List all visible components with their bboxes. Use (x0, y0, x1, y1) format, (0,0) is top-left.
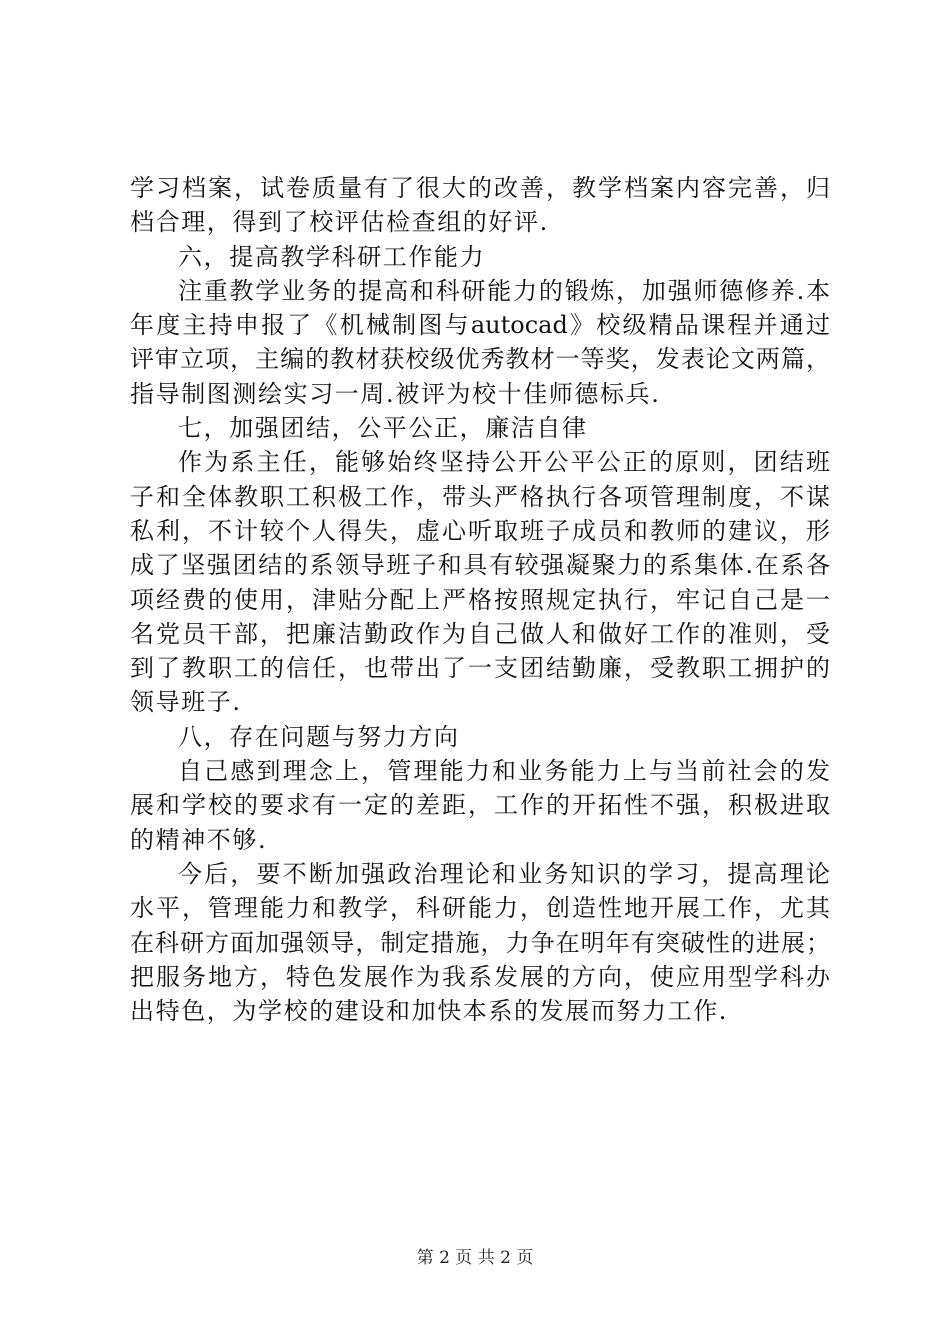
text-line: 出特色，为学校的建设和加快本系的发展而努力工作. (130, 997, 729, 1026)
text-line: 展和学校的要求有一定的差距，工作的开拓性不强，积极进取 (130, 791, 830, 820)
text-line: 在科研方面加强领导，制定措施，力争在明年有突破性的进展； (130, 928, 830, 957)
text-line: 的精神不够. (130, 825, 268, 854)
text-line: 学习档案，试卷质量有了很大的改善，教学档案内容完善，归 (130, 174, 830, 202)
section-heading: 八，存在问题与努力方向 (178, 722, 460, 751)
text-line: 到了教职工的信任，也带出了一支团结勤廉，受教职工拥护的 (130, 654, 830, 683)
text-line: 名党员干部，把廉洁勤政作为自己做人和做好工作的准则，受 (130, 619, 830, 648)
text-line: 年度主持申报了《机械制图与autocad》校级精品课程并通过 (130, 311, 830, 340)
text-line: 把服务地方，特色发展作为我系发展的方向，使应用型学科办 (130, 962, 830, 991)
document-body (130, 171, 830, 1028)
section-heading: 六，提高教学科研工作能力 (178, 242, 486, 271)
text-line: 水平，管理能力和教学，科研能力，创造性地开展工作，尤其 (130, 894, 830, 923)
text-line: 指导制图测绘实习一周.被评为校十佳师德标兵. (130, 379, 661, 408)
page-number: 第 2 页 共 2 页 (416, 1248, 534, 1268)
text-line: 作为系主任，能够始终坚持公开公平公正的原则，团结班 (178, 448, 830, 477)
text-line: 注重教学业务的提高和科研能力的锻炼，加强师德修养.本 (178, 276, 830, 305)
text-line: 自己感到理念上，管理能力和业务能力上与当前社会的发 (178, 757, 830, 786)
page-footer (0, 1243, 950, 1268)
text-line: 今后，要不断加强政治理论和业务知识的学习，提高理论 (178, 859, 830, 888)
text-line: 私利，不计较个人得失，虚心听取班子成员和教师的建议，形 (130, 516, 830, 545)
text-line: 评审立项，主编的教材获校级优秀教材一等奖，发表论文两篇， (130, 345, 830, 374)
text-line: 子和全体教职工积极工作，带头严格执行各项管理制度，不谋 (130, 482, 830, 511)
text-line: 成了坚强团结的系领导班子和具有较强凝聚力的系集体.在系各 (130, 551, 830, 580)
section-heading: 七，加强团结，公平公正，廉洁自律 (178, 414, 588, 443)
text-line: 项经费的使用，津贴分配上严格按照规定执行，牢记自己是一 (130, 585, 830, 614)
text-line: 领导班子. (130, 688, 242, 717)
text-line: 档合理，得到了校评估检查组的好评. (130, 208, 549, 237)
